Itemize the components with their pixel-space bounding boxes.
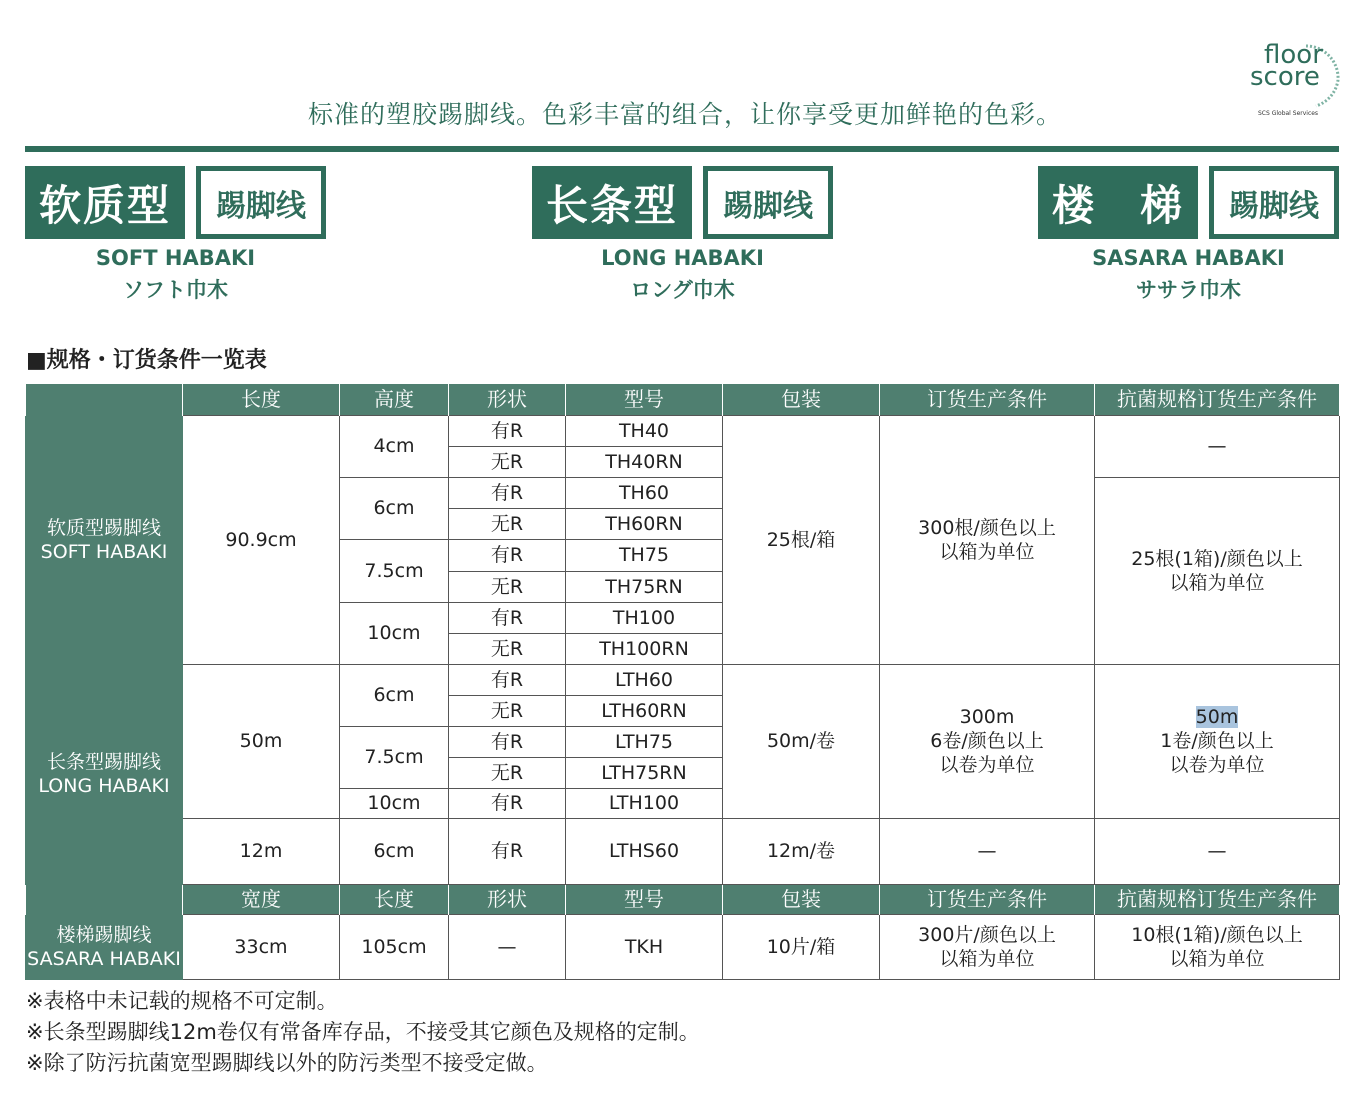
antibacterial-line: 以箱为单位: [1169, 947, 1265, 970]
header-cell: 抗菌规格订货生产条件: [1095, 884, 1340, 914]
condition-cell: [880, 415, 1095, 664]
header-cell: 订货生产条件: [880, 884, 1095, 914]
condition-line: 6卷/颜色以上: [930, 730, 1044, 752]
antibacterial-line: 以卷为单位: [1169, 754, 1265, 776]
product-jp: ロング巾木: [630, 278, 735, 302]
height-cell: 10cm: [340, 788, 449, 818]
condition-cell: —: [880, 818, 1095, 884]
model-cell: TH40: [566, 415, 723, 446]
model-cell: TH60: [566, 477, 723, 508]
height-cell: 6cm: [340, 477, 449, 539]
height-cell: 7.5cm: [340, 539, 449, 602]
shape-cell: 无R: [449, 571, 566, 602]
antibacterial-cell: [1095, 664, 1340, 818]
condition-cell: [880, 664, 1095, 818]
condition-line: 以箱为单位: [939, 947, 1035, 970]
footnotes: [26, 986, 700, 1079]
product-tag-box: [196, 166, 326, 239]
height-cell: 10cm: [340, 602, 449, 664]
shape-cell: 无R: [449, 633, 566, 664]
table-header-row: [26, 384, 1340, 415]
height-cell: 7.5cm: [340, 726, 449, 788]
product-tag: 踢脚线: [708, 171, 828, 234]
antibacterial-cell: [1095, 477, 1340, 664]
antibacterial-line: 10根(1箱)/颜色以上: [1131, 923, 1303, 946]
condition-line: 以箱为单位: [939, 540, 1035, 563]
condition-cell: [880, 914, 1095, 979]
antibacterial-cell: —: [1095, 415, 1340, 477]
width-cell: 33cm: [183, 914, 340, 979]
model-cell: TH75RN: [566, 571, 723, 602]
model-cell: TKH: [566, 914, 723, 979]
antibacterial-line: 以箱为单位: [1169, 571, 1265, 594]
shape-cell: 无R: [449, 446, 566, 477]
shape-cell: 无R: [449, 508, 566, 539]
table-row: [26, 664, 1340, 695]
category-soft: [26, 415, 183, 664]
footnote: ※表格中未记载的规格不可定制。: [26, 989, 338, 1013]
height-cell: 6cm: [340, 664, 449, 726]
header-cell: 形状: [449, 384, 566, 415]
model-cell: LTH100: [566, 788, 723, 818]
antibacterial-line: [1095, 705, 1339, 729]
header-cell: 高度: [340, 384, 449, 415]
table-row: [26, 818, 1340, 884]
shape-cell: 有R: [449, 818, 566, 884]
header-divider: [25, 146, 1339, 152]
product-en: SASARA HABAKI: [1092, 246, 1285, 270]
product-jp: ササラ巾木: [1136, 278, 1241, 302]
shape-cell: 有R: [449, 415, 566, 446]
antibacterial-cell: —: [1095, 818, 1340, 884]
header-cell: 型号: [566, 884, 723, 914]
highlighted-text[interactable]: 50m: [1195, 706, 1239, 728]
table-row: [26, 415, 1340, 446]
header-cell: 长度: [183, 384, 340, 415]
pack-cell: 12m/卷: [723, 818, 880, 884]
product-name: 长条型: [532, 166, 692, 239]
header-cell: 包装: [723, 884, 880, 914]
height-cell: 4cm: [340, 415, 449, 477]
shape-cell: —: [449, 914, 566, 979]
product-tag: 踢脚线: [201, 171, 321, 234]
model-cell: LTH60: [566, 664, 723, 695]
table-header-row: [26, 884, 1340, 914]
logo-text-floor: floor: [1264, 40, 1323, 70]
header-blank: [26, 884, 183, 914]
category-stair: [26, 914, 183, 979]
condition-line: 300根/颜色以上: [918, 516, 1056, 539]
model-cell: LTHS60: [566, 818, 723, 884]
logo-text-score: score: [1250, 62, 1320, 92]
antibacterial-line: 25根(1箱)/颜色以上: [1131, 547, 1303, 570]
product-jp: ソフト巾木: [123, 278, 228, 302]
model-cell: TH100: [566, 602, 723, 633]
condition-line: 以卷为单位: [939, 754, 1035, 776]
spec-table: [25, 384, 1340, 980]
condition-line: 300m: [959, 706, 1015, 728]
header-cell: 抗菌规格订货生产条件: [1095, 384, 1340, 415]
category-name: 长条型踢脚线: [46, 751, 161, 773]
category-en: SOFT HABAKI: [40, 540, 168, 563]
model-cell: TH75: [566, 539, 723, 571]
table-row: [26, 914, 1340, 979]
shape-cell: 有R: [449, 602, 566, 633]
shape-cell: 有R: [449, 788, 566, 818]
header-blank: [26, 384, 183, 415]
length-cell: 90.9cm: [183, 415, 340, 664]
category-en: LONG HABAKI: [38, 775, 170, 797]
category-name: 软质型踢脚线: [46, 516, 161, 539]
header-cell: 形状: [449, 884, 566, 914]
shape-cell: 无R: [449, 757, 566, 788]
section-title: ■规格・订货条件一览表: [26, 348, 267, 373]
category-name: 楼梯踢脚线: [56, 923, 152, 946]
category-en: SASARA HABAKI: [27, 947, 181, 970]
condition-line: 300片/颜色以上: [918, 923, 1056, 946]
product-tag-box: [1209, 166, 1339, 239]
shape-cell: 有R: [449, 664, 566, 695]
logo-cert-text: SCS Global Services: [1258, 110, 1319, 117]
header-cell: 宽度: [183, 884, 340, 914]
shape-cell: 有R: [449, 726, 566, 757]
pack-cell: 25根/箱: [723, 415, 880, 664]
model-cell: TH60RN: [566, 508, 723, 539]
antibacterial-cell: [1095, 914, 1340, 979]
tagline: 标准的塑胶踢脚线。色彩丰富的组合，让你享受更加鲜艳的色彩。: [307, 100, 1062, 129]
footnote: ※除了防污抗菌宽型踢脚线以外的防污类型不接受定做。: [26, 1051, 548, 1075]
shape-cell: 无R: [449, 695, 566, 726]
category-long: [26, 664, 183, 884]
pack-cell: 10片/箱: [723, 914, 880, 979]
model-cell: TH100RN: [566, 633, 723, 664]
product-name: 楼 梯: [1038, 166, 1198, 239]
header-cell: 长度: [340, 884, 449, 914]
header-cell: 包装: [723, 384, 880, 415]
length-cell: 12m: [183, 818, 340, 884]
length-cell: 50m: [183, 664, 340, 818]
model-cell: LTH75: [566, 726, 723, 757]
model-cell: LTH75RN: [566, 757, 723, 788]
antibacterial-line: 1卷/颜色以上: [1160, 730, 1274, 752]
product-name: 软质型: [25, 166, 185, 239]
height-cell: 6cm: [340, 818, 449, 884]
product-tag: 踢脚线: [1214, 171, 1334, 234]
footnote: ※长条型踢脚线12m卷仅有常备库存品，不接受其它颜色及规格的定制。: [26, 1020, 700, 1044]
product-tag-box: [703, 166, 833, 239]
header-cell: 订货生产条件: [880, 384, 1095, 415]
model-cell: LTH60RN: [566, 695, 723, 726]
length-cell: 105cm: [340, 914, 449, 979]
shape-cell: 有R: [449, 539, 566, 571]
header-cell: 型号: [566, 384, 723, 415]
shape-cell: 有R: [449, 477, 566, 508]
product-en: SOFT HABAKI: [95, 246, 256, 270]
product-en: LONG HABAKI: [601, 246, 764, 270]
pack-cell: 50m/卷: [723, 664, 880, 818]
model-cell: TH40RN: [566, 446, 723, 477]
